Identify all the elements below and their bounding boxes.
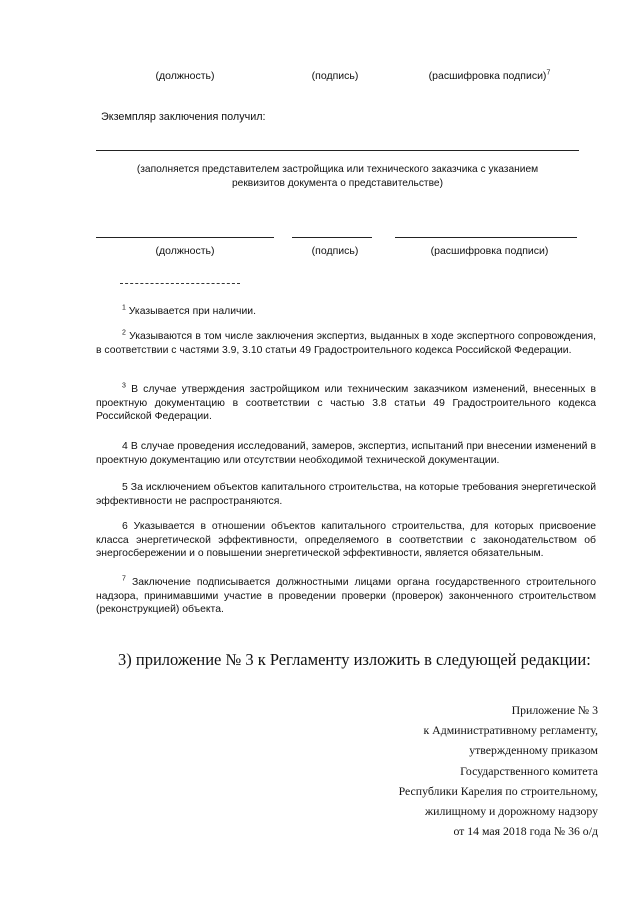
- footnote-3-mark: 3: [122, 382, 126, 390]
- footnote-ref-7: 7: [546, 69, 551, 77]
- representative-note: [96, 163, 579, 191]
- footnote-2-mark: 2: [122, 329, 126, 337]
- decoding-label-1-text: (расшифровка подписи): [428, 70, 547, 82]
- footnote-1: [96, 305, 596, 319]
- footnote-2-text: Указываются в том числе заключения экспертиз, выданных в ходе экспертного сопровождения, в соответствии с частями 3.9, 3.10 статьи 49 Градостроительного кодекса Российской Федерации.: [96, 331, 597, 356]
- footnote-1-mark: 1: [122, 304, 126, 312]
- footnote-1-text: Указывается при наличии.: [128, 306, 256, 317]
- appendix-line-1: Приложение № 3: [511, 703, 598, 717]
- footnote-7-mark: 7: [122, 575, 126, 583]
- signature-label-1: (подпись): [311, 70, 359, 82]
- footnote-2: [96, 330, 596, 357]
- footnote-3-text: В случае утверждения застройщиком или техническим заказчиком изменений, внесенных в проектную документацию в соответствии с частью 3.8 статьи 49 Градостроительного кодекса Российской Федерации.: [96, 384, 597, 423]
- amendment-heading: 3) приложение № 3 к Регламенту изложить в следующей редакции:: [118, 650, 591, 669]
- representative-line: [96, 150, 579, 151]
- appendix-line-3: утвержденному приказом: [469, 743, 598, 758]
- appendix-line-7: от 14 мая 2018 года № 36 о/д: [453, 824, 598, 839]
- decoding-label-2: (расшифровка подписи): [430, 245, 549, 257]
- decoding-label-1: [402, 70, 577, 82]
- footnote-6: [96, 520, 596, 561]
- copy-received-label: Экземпляр заключения получил:: [101, 111, 266, 123]
- position-label-1: (должность): [155, 70, 215, 82]
- footnote-6-text: 6 Указывается в отношении объектов капитального строительства, для которых присвоение класса энергетической эффективности, определяемого в соответствии с законодательством об энергосбережении и о повышении энергетической эффективности, является обязательным.: [96, 521, 596, 560]
- appendix-block: [318, 700, 598, 841]
- footnote-5-text: 5 За исключением объектов капитального строительства, на которые требования энергетической эффективности не распространяются.: [96, 482, 596, 507]
- appendix-line-5: Республики Карелия по строительному,: [398, 783, 598, 798]
- footnote-3: [96, 383, 596, 424]
- footnote-4: [96, 440, 596, 467]
- footnote-7-text: Заключение подписывается должностными лицами органа государственного строительного надзора, принимавшими участие в проведении проверки (проверок) законченного строительством (реконструкцией) объекта.: [96, 577, 596, 616]
- appendix-line-4: Государственного комитета: [460, 763, 598, 778]
- representative-note-line1: (заполняется представителем застройщика или технического заказчика с указанием: [136, 164, 539, 175]
- appendix-line-2: к Административному регламенту,: [423, 723, 598, 738]
- decoding-line-2: [395, 237, 577, 238]
- signature-label-2: (подпись): [311, 245, 359, 257]
- position-label-2: (должность): [155, 245, 215, 257]
- footnote-7: [96, 576, 596, 617]
- footnote-4-text: 4 В случае проведения исследований, замеров, экспертиз, испытаний при внесении изменений в проектную документацию или отсутствии необходимой технической документации.: [96, 441, 596, 466]
- appendix-line-6: жилищному и дорожному надзору: [425, 804, 598, 819]
- position-line-2: [96, 237, 274, 238]
- footnote-separator: [120, 283, 240, 284]
- signature-line-2: [292, 237, 372, 238]
- representative-note-line2: реквизитов документа о представительстве): [232, 178, 443, 189]
- footnote-5: [96, 481, 596, 508]
